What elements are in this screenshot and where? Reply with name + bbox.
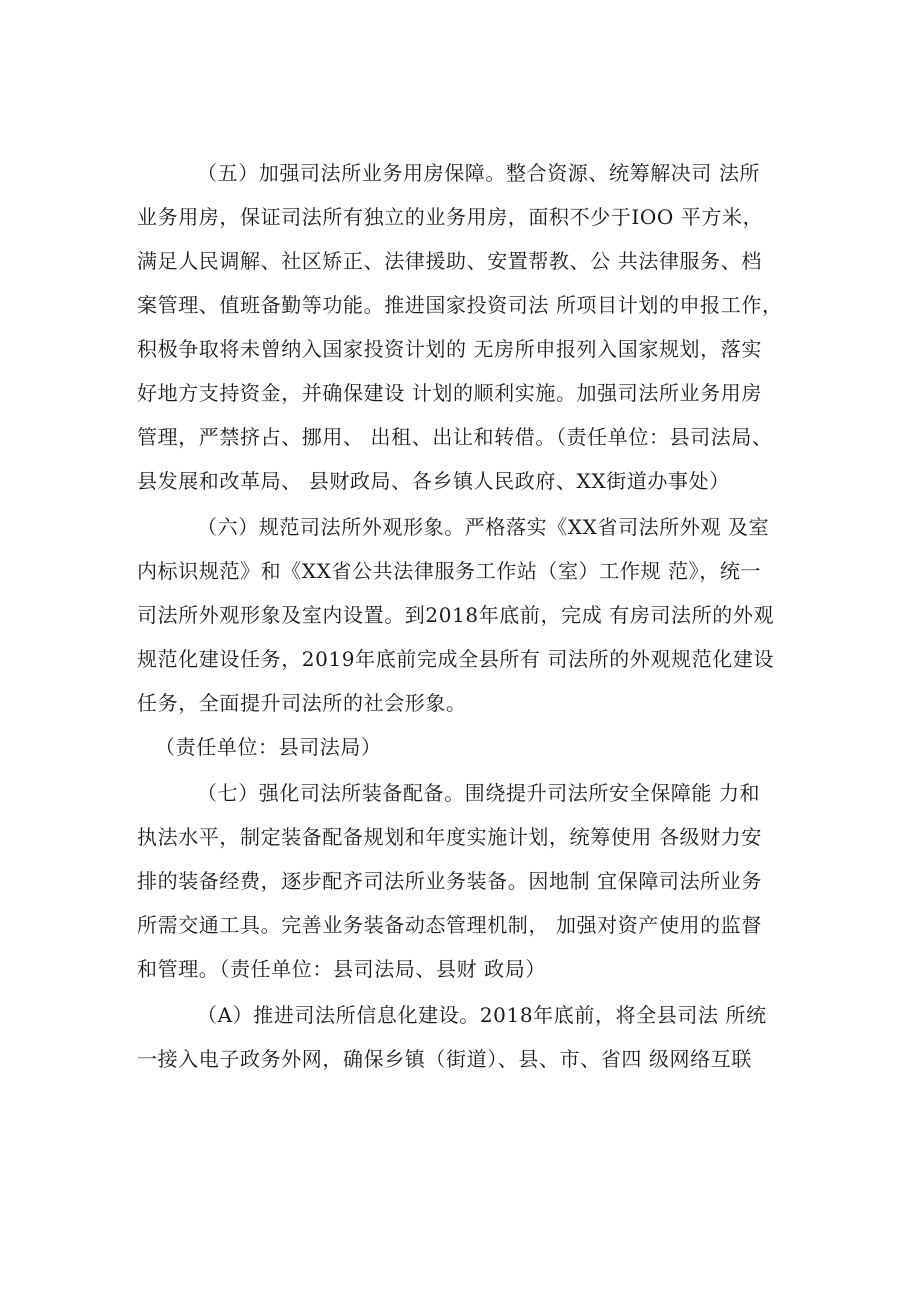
paragraph-5-line-2: 业务用房，保证司法所有独立的业务用房，面积不少于IOO 平方米， (137, 205, 764, 229)
paragraph-6-responsibility: （责任单位：县司法局） (155, 735, 382, 759)
paragraph-5-line-3: 满足人民调解、社区矫正、法律援助、安置帮教、公 共法律服务、档 (137, 249, 762, 273)
paragraph-6-line-3: 司法所外观形象及室内设置。到2018年底前，完成 有房司法所的外观 (137, 603, 775, 627)
paragraph-7-line-5: 和管理。（责任单位：县司法局、县财 政局） (137, 957, 546, 981)
paragraph-5-line-6: 好地方支持资金，并确保建设 计划的顺利实施。加强司法所业务用房 (137, 381, 762, 405)
paragraph-5-line-4: 案管理、值班备勤等功能。推进国家投资司法 所项目计划的申报工作， (137, 293, 783, 317)
paragraph-7-line-1: （七）强化司法所装备配备。围绕提升司法所安全保障能 力和 (197, 781, 761, 805)
paragraph-5-line-8: 县发展和改革局、 县财政局、各乡镇人民政府、XX街道办事处） (137, 469, 730, 493)
paragraph-6-line-2: 内标识规范》和《XX省公共法律服务工作站（室）工作规 范》，统一 (137, 559, 762, 583)
paragraph-7-line-3: 排的装备经费，逐步配齐司法所业务装备。因地制 宜保障司法所业务 (137, 869, 762, 893)
paragraph-6-line-1: （六）规范司法所外观形象。严格落实《XX省司法所外观 及室 (197, 515, 770, 539)
paragraph-5-line-5: 积极争取将未曾纳入国家投资计划的 无房所申报列入国家规划，落实 (137, 337, 762, 361)
paragraph-6-line-4: 规范化建设任务，2019年底前完成全县所有 司法所的外观规范化建设 (137, 647, 775, 671)
paragraph-5-line-7: 管理，严禁挤占、挪用、 出租、出让和转借。（责任单位：县司法局、 (137, 425, 773, 449)
paragraph-7-line-2: 执法水平，制定装备配备规划和年度实施计划，统筹使用 各级财力安 (137, 825, 762, 849)
paragraph-6-line-5: 任务，全面提升司法所的社会形象。 (137, 691, 467, 715)
paragraph-7-line-4: 所需交通工具。完善业务装备动态管理机制， 加强对资产使用的监督 (137, 913, 762, 937)
paragraph-5-line-1: （五）加强司法所业务用房保障。整合资源、统筹解决司 法所 (197, 161, 761, 185)
paragraph-8-line-1: （A）推进司法所信息化建设。2018年底前，将全县司法 所统 (197, 1003, 767, 1027)
paragraph-8-line-2: 一接入电子政务外网，确保乡镇（街道）、县、市、省四 级网络互联 (137, 1047, 752, 1071)
